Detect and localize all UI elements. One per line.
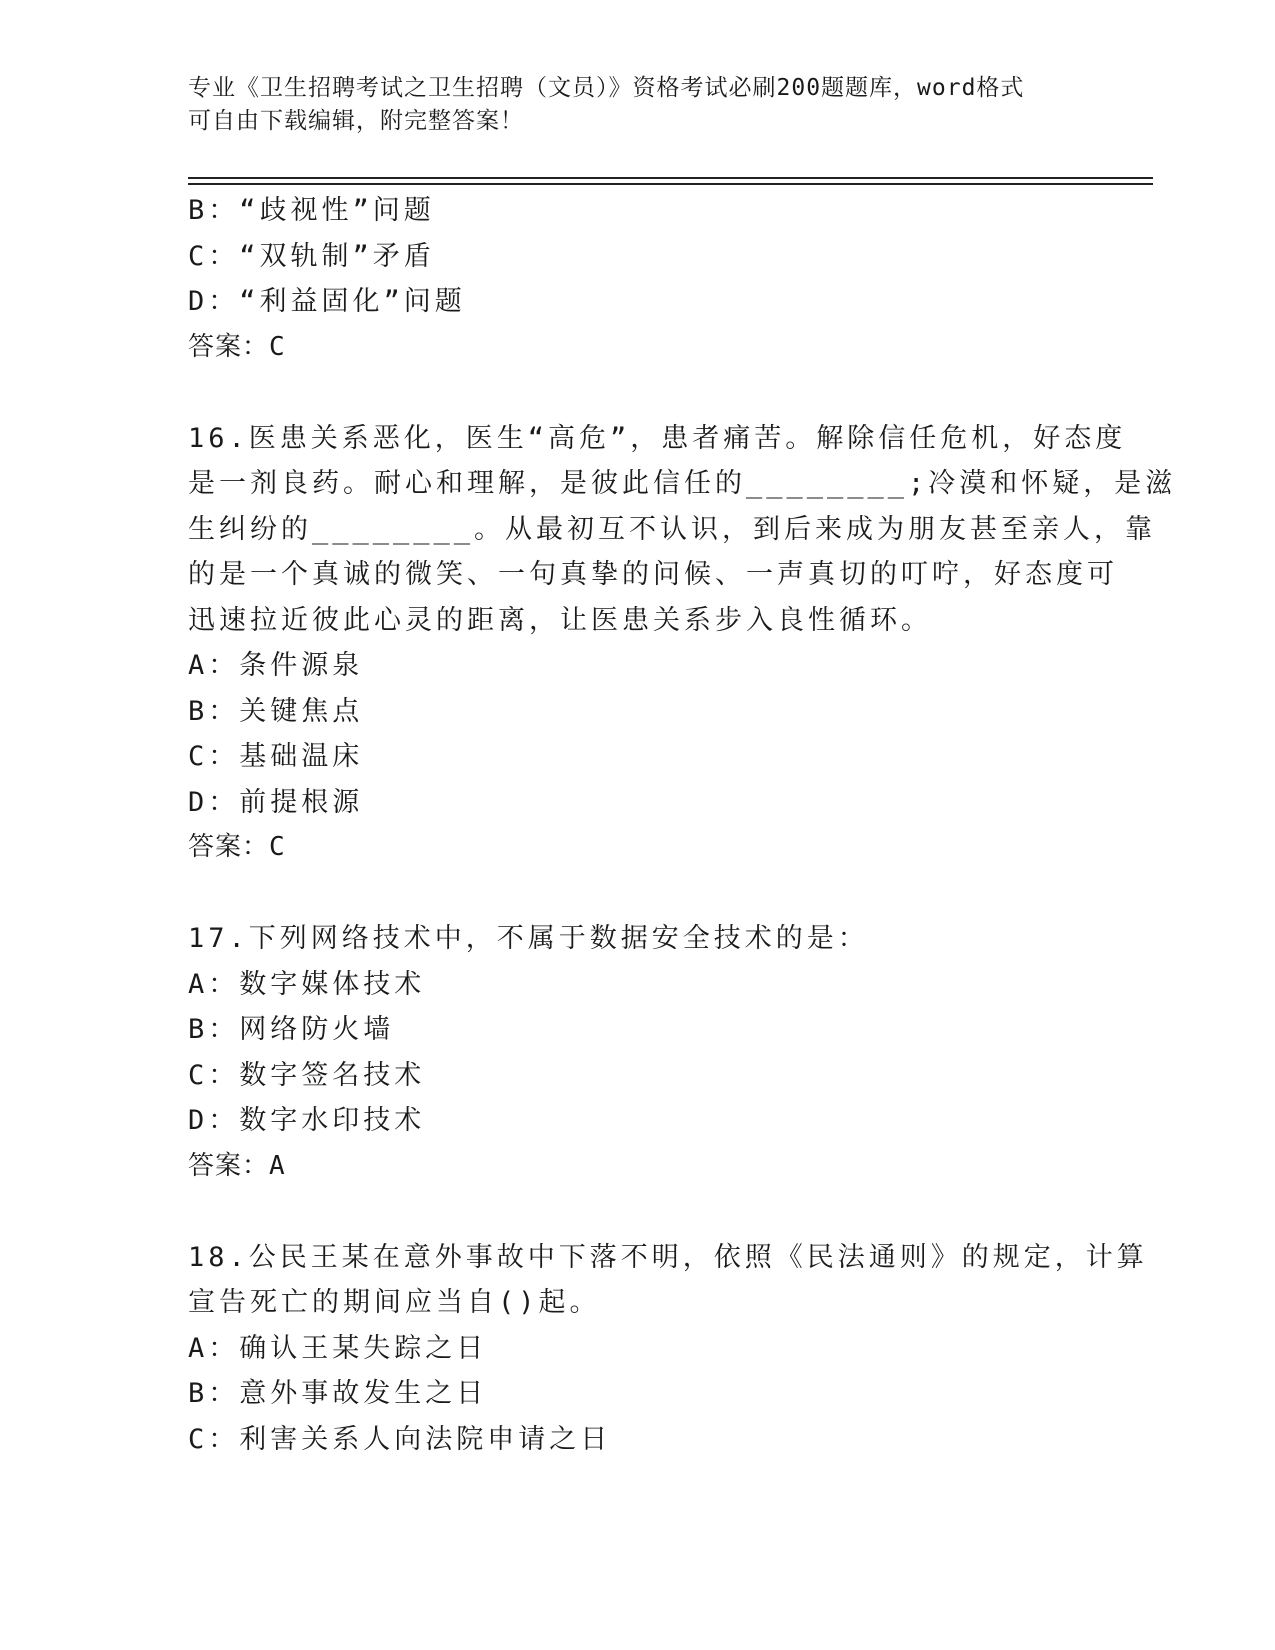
answer-label: 答案： — [188, 1150, 270, 1181]
header-line-1: 专业《卫生招聘考试之卫生招聘（文员）》资格考试必刷200题题库，word格式 — [188, 75, 1025, 101]
answer-line — [188, 1144, 1088, 1190]
answer-line — [188, 825, 1088, 871]
question-stem — [188, 416, 1177, 644]
header-divider-top — [188, 177, 1153, 179]
stem-line: 生纠纷的________。从最初互不认识，到后来成为朋友甚至亲人，靠 — [188, 513, 1157, 545]
option-a: A：条件源泉 — [188, 650, 364, 681]
spacer — [188, 1189, 1088, 1235]
option-a: A：确认王某失踪之日 — [188, 1332, 488, 1364]
answer-label: 答案： — [188, 832, 270, 862]
option-d: D：数字水印技术 — [188, 1105, 426, 1136]
question-17 — [188, 916, 1088, 1189]
spacer — [188, 871, 1088, 917]
option-b: B：“歧视性”问题 — [188, 195, 435, 226]
option-c: C：“双轨制”矛盾 — [188, 240, 435, 272]
question-stem — [188, 916, 1088, 962]
stem-line: 18.公民王某在意外事故中下落不明，依照《民法通则》的规定，计算 — [188, 1241, 1148, 1273]
answer-value: C — [269, 331, 286, 362]
option-c: C：数字签名技术 — [188, 1059, 426, 1091]
header-divider-bottom — [188, 183, 1153, 185]
document-body — [188, 188, 1177, 1462]
option-d: D：“利益固化”问题 — [188, 286, 466, 317]
question-16 — [188, 416, 1177, 871]
stem-line: 迅速拉近彼此心灵的距离，让医患关系步入良性循环。 — [188, 604, 932, 636]
option-c: C：利害关系人向法院申请之日 — [188, 1423, 612, 1455]
answer-line — [188, 325, 1088, 371]
question-18 — [188, 1235, 1148, 1463]
answer-label: 答案： — [188, 331, 270, 362]
stem-line: 16.医患关系恶化，医生“高危”，患者痛苦。解除信任危机，好态度 — [188, 422, 1127, 454]
spacer — [188, 370, 1088, 416]
answer-value: C — [269, 832, 286, 862]
header-line-2: 可自由下载编辑，附完整答案！ — [188, 108, 524, 134]
option-b: B：关键焦点 — [188, 695, 364, 727]
option-a: A：数字媒体技术 — [188, 968, 426, 1000]
option-c: C：基础温床 — [188, 741, 364, 772]
option-b: B：意外事故发生之日 — [188, 1378, 488, 1409]
document-header — [188, 72, 1088, 138]
stem-line: 是一剂良药。耐心和理解，是彼此信任的________;冷漠和怀疑，是滋 — [188, 468, 1177, 499]
answer-value: A — [269, 1150, 286, 1181]
stem-line: 宣告死亡的期间应当自()起。 — [188, 1287, 601, 1318]
question-15 — [188, 188, 1088, 370]
stem-line: 的是一个真诚的微笑、一句真挚的问候、一声真切的叮咛，好态度可 — [188, 559, 1118, 590]
option-b: B：网络防火墙 — [188, 1014, 395, 1045]
option-d: D：前提根源 — [188, 786, 364, 818]
stem-line: 17.下列网络技术中，不属于数据安全技术的是： — [188, 923, 869, 954]
question-stem — [188, 1235, 1148, 1326]
